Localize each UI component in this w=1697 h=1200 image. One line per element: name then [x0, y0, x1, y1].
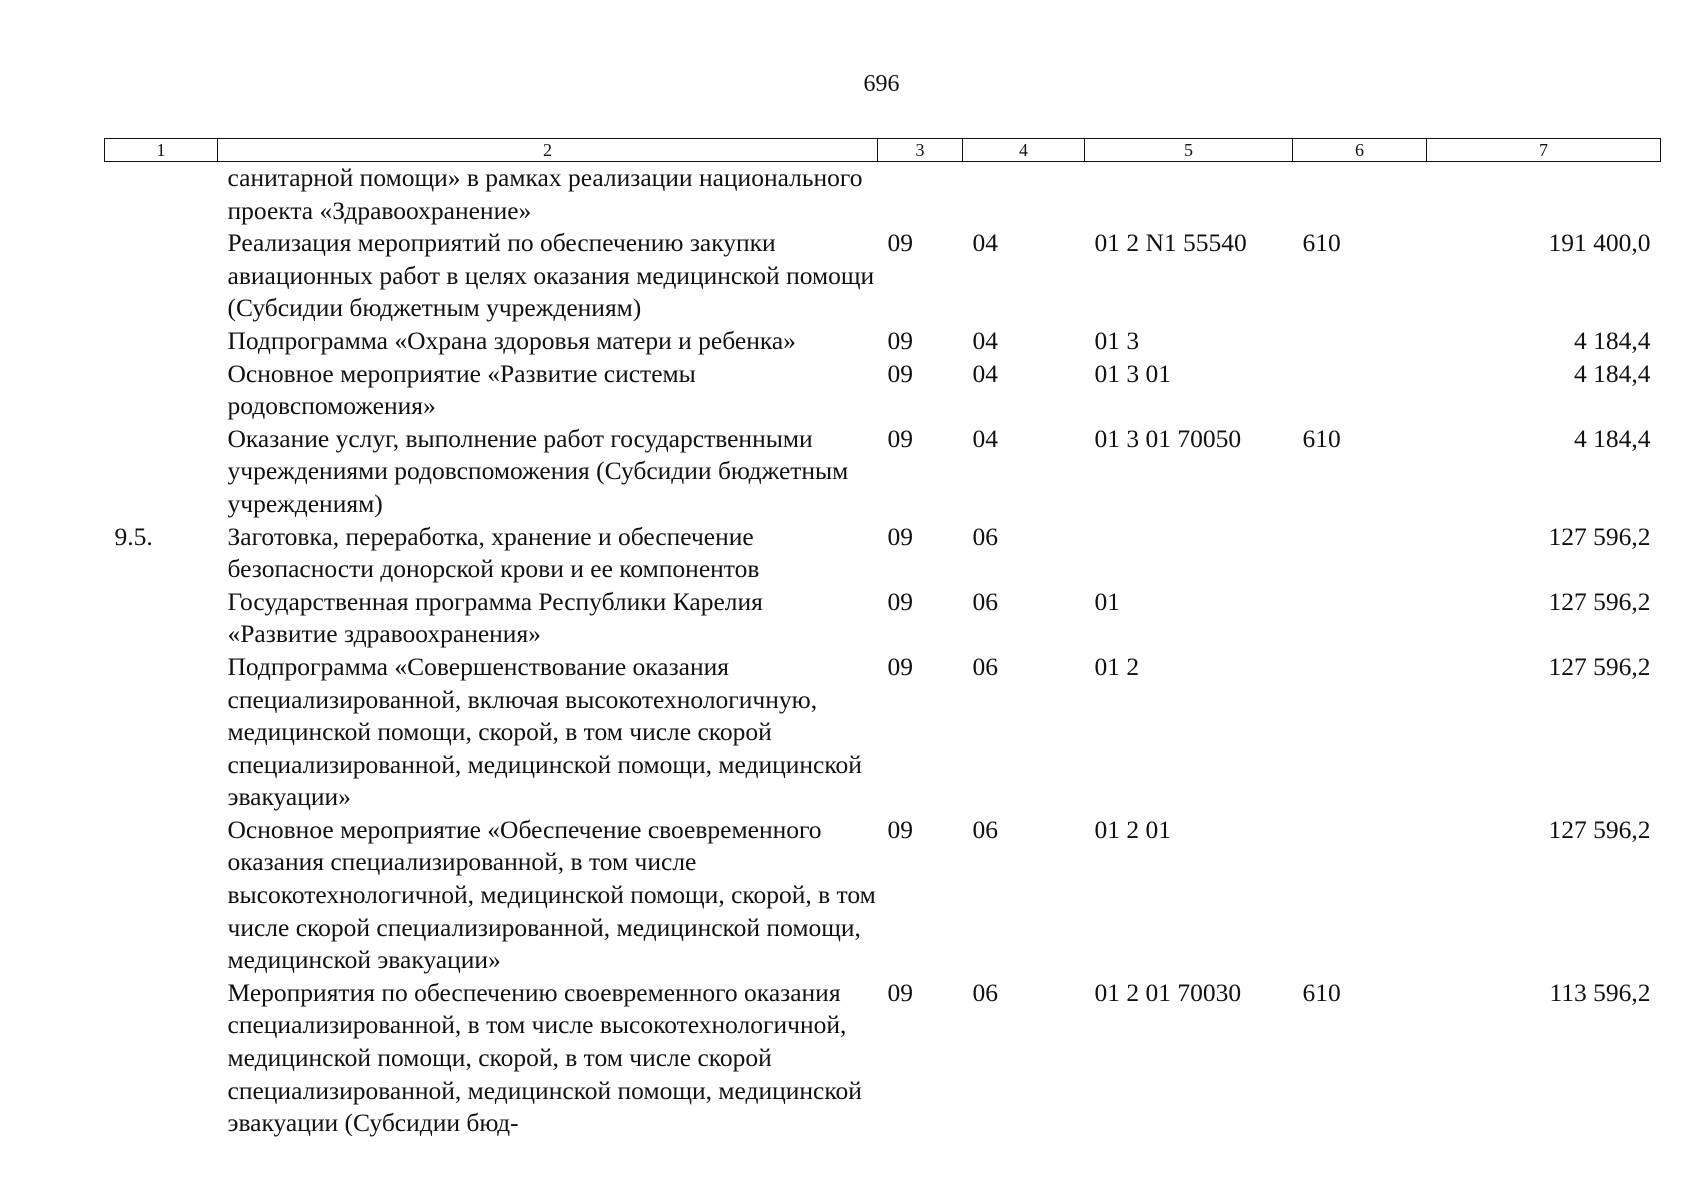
row-target [1085, 521, 1293, 586]
row-name: санитарной помощи» в рамках реализации национального проекта «Здравоохранение» [227, 163, 863, 225]
row-amount: 4 184,4 [1574, 358, 1651, 388]
row-target [1085, 162, 1293, 228]
row-name: Основное мероприятие «Развитие системы родовспоможения» [227, 358, 696, 421]
table-row [105, 651, 1661, 814]
table-body [105, 162, 1661, 1140]
row-section: 09 [887, 325, 913, 355]
row-name: Реализация мероприятий по обеспечению закупки авиационных работ в целях оказания медицинской помощи (Субсидии бюджетным учреждениям) [227, 228, 875, 323]
table-row [105, 227, 1661, 325]
row-section: 09 [887, 814, 913, 844]
row-section: 09 [887, 586, 913, 616]
header-col-7: 7 [1427, 139, 1661, 162]
row-number [105, 651, 218, 814]
row-amount: 191 400,0 [1548, 228, 1651, 258]
row-target: 01 2 01 [1094, 814, 1171, 844]
table-row [105, 814, 1661, 977]
row-name: Заготовка, переработка, хранение и обеспечение безопасности донорской крови и ее компонентов [227, 521, 760, 584]
table-row [105, 325, 1661, 358]
header-col-4: 4 [963, 139, 1085, 162]
header-col-6: 6 [1293, 139, 1427, 162]
row-amount [1427, 162, 1661, 228]
page-number: 696 [863, 71, 900, 97]
row-expense [1293, 651, 1427, 814]
row-subsection: 06 [972, 977, 998, 1007]
table-row [105, 521, 1661, 586]
row-name: Подпрограмма «Охрана здоровья матери и ребенка» [227, 325, 796, 355]
row-section: 09 [887, 358, 913, 388]
row-subsection: 06 [972, 651, 998, 681]
header-row [105, 139, 1661, 162]
row-section: 09 [887, 423, 913, 453]
row-number [105, 814, 218, 977]
row-subsection: 04 [972, 325, 998, 355]
row-section: 09 [887, 228, 913, 258]
row-number [105, 325, 218, 358]
row-number: 9.5. [114, 521, 153, 551]
row-number [105, 162, 218, 228]
row-amount: 127 596,2 [1548, 814, 1651, 844]
row-name: Мероприятия по обеспечению своевременного оказания специализированной, в том числе высокотехнологичной, медицинской помощи, скорой, в том числе скорой специализированной, медицинской помощи, медицинской эвакуации (Субсидии бюд- [227, 977, 862, 1138]
header-col-3: 3 [878, 139, 963, 162]
row-number [105, 423, 218, 521]
row-subsection: 06 [972, 814, 998, 844]
table-row [105, 358, 1661, 423]
row-expense: 610 [1302, 423, 1341, 453]
header-col-5: 5 [1085, 139, 1293, 162]
row-amount: 4 184,4 [1574, 423, 1651, 453]
row-name: Оказание услуг, выполнение работ государственными учреждениями родовспоможения (Субсидии бюджетным учреждениям) [227, 423, 849, 518]
table-header [105, 139, 1661, 162]
row-amount: 4 184,4 [1574, 325, 1651, 355]
row-subsection: 06 [972, 521, 998, 551]
row-expense [1293, 521, 1427, 586]
row-subsection [963, 162, 1085, 228]
row-target: 01 3 01 70050 [1094, 423, 1242, 453]
header-col-1: 1 [105, 139, 218, 162]
row-name: Основное мероприятие «Обеспечение своевременного оказания специализированной, в том числе высокотехнологичной, медицинской помощи, скорой, в том числе скорой специализированной, медицинской помощи, медицинской эвакуации» [227, 814, 876, 975]
table-row [105, 162, 1661, 228]
row-amount: 127 596,2 [1548, 651, 1651, 681]
row-amount: 127 596,2 [1548, 521, 1651, 551]
row-target: 01 2 N1 55540 [1094, 228, 1247, 258]
row-subsection: 04 [972, 423, 998, 453]
table-row [105, 977, 1661, 1140]
row-section: 09 [887, 651, 913, 681]
table-row [105, 423, 1661, 521]
row-expense: 610 [1302, 228, 1341, 258]
row-target: 01 2 01 70030 [1094, 977, 1242, 1007]
row-target: 01 3 [1094, 325, 1140, 355]
row-amount: 127 596,2 [1548, 586, 1651, 616]
row-number [105, 977, 218, 1140]
row-section: 09 [887, 977, 913, 1007]
row-expense [1293, 325, 1427, 358]
header-col-2: 2 [218, 139, 878, 162]
row-name: Государственная программа Республики Карелия «Развитие здравоохранения» [227, 586, 763, 649]
row-number [105, 586, 218, 651]
row-expense [1293, 162, 1427, 228]
row-number [105, 358, 218, 423]
row-target: 01 2 [1094, 651, 1140, 681]
row-section [878, 162, 963, 228]
row-amount: 113 596,2 [1549, 977, 1651, 1007]
row-expense: 610 [1302, 977, 1341, 1007]
row-target: 01 3 01 [1094, 358, 1171, 388]
row-number [105, 227, 218, 325]
row-expense [1293, 814, 1427, 977]
row-expense [1293, 586, 1427, 651]
budget-table [104, 138, 1661, 1140]
row-subsection: 04 [972, 358, 998, 388]
row-name: Подпрограмма «Совершенствование оказания специализированной, включая высокотехнологичную, медицинской помощи, скорой, в том числе скорой специализированной, медицинской помощи, медицинской эвакуации» [227, 651, 862, 812]
row-subsection: 04 [972, 228, 998, 258]
row-section: 09 [887, 521, 913, 551]
row-expense [1293, 358, 1427, 423]
row-subsection: 06 [972, 586, 998, 616]
table-row [105, 586, 1661, 651]
row-target: 01 [1094, 586, 1120, 616]
